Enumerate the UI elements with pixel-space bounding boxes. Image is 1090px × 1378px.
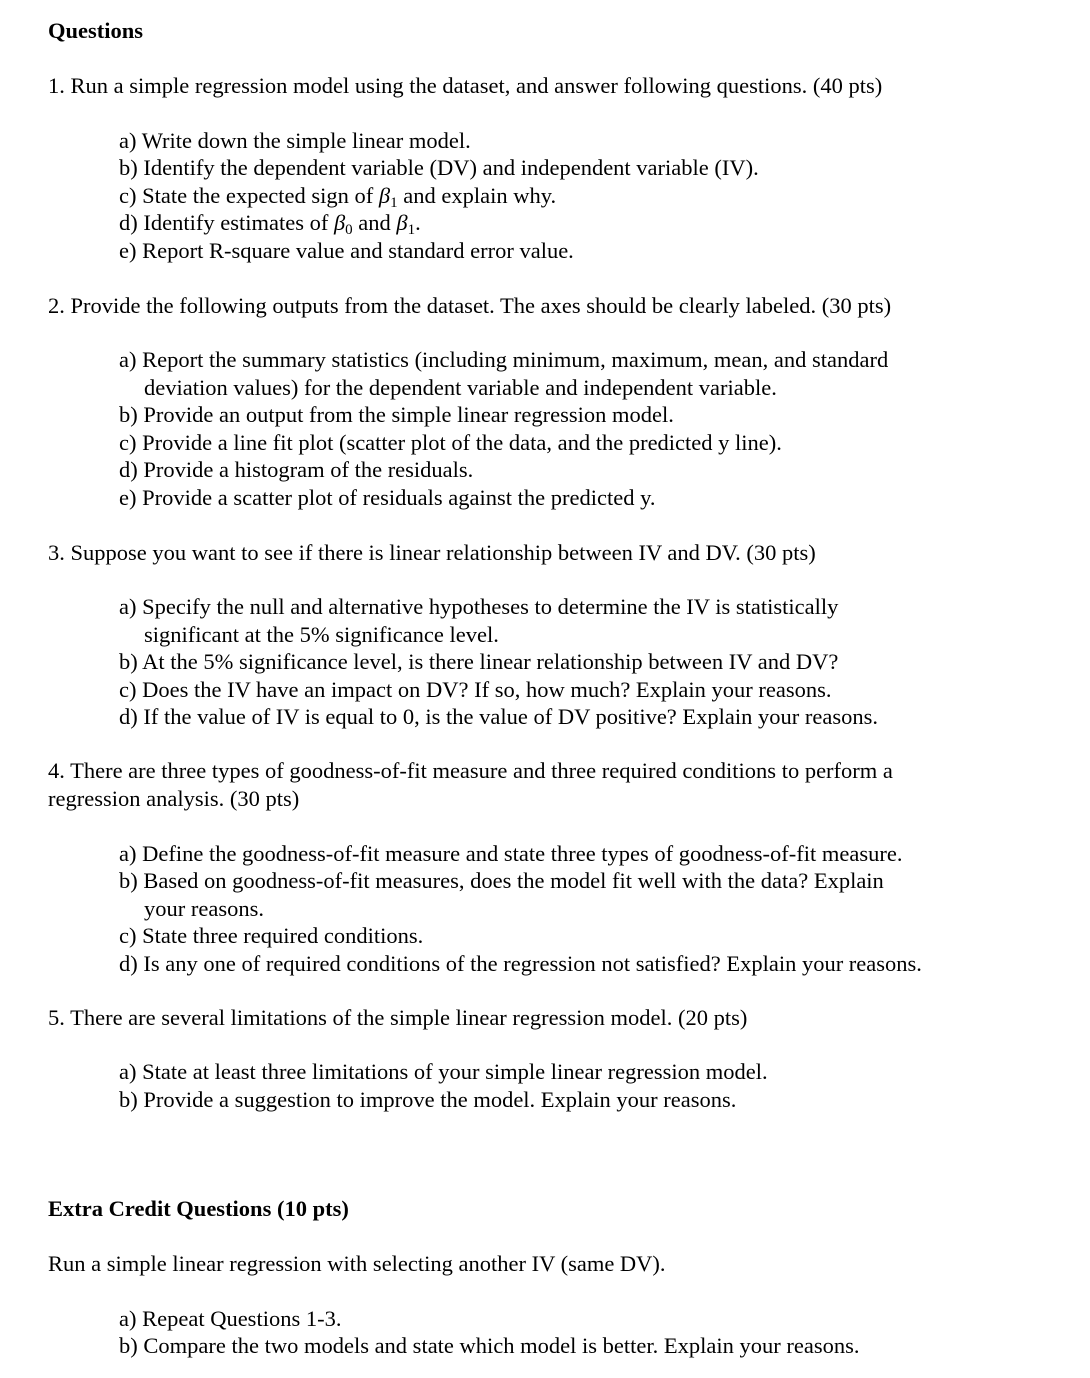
page-heading: Questions <box>48 18 144 43</box>
question-3b: b) At the 5% significance level, is there linear relationship between IV and DV? <box>119 649 839 674</box>
question-4c: c) State three required conditions. <box>119 923 424 948</box>
question-1b: b) Identify the dependent variable (DV) and independent variable (IV). <box>119 155 759 180</box>
question-1c-text-end: and explain why. <box>403 183 557 208</box>
question-2c: c) Provide a line fit plot (scatter plot of the data, and the predicted y line). <box>119 430 782 455</box>
question-2-title: 2. Provide the following outputs from the dataset. The axes should be clearly labeled. (30 pts) <box>48 293 892 318</box>
beta-1-symbol-2: β1 <box>396 210 416 238</box>
question-1-title: 1. Run a simple regression model using the dataset, and answer following questions. (40 pts) <box>48 73 883 98</box>
question-4-title: 4. There are three types of goodness-of-fit measure and three required conditions to perform a <box>48 758 893 783</box>
question-3a: a) Specify the null and alternative hypotheses to determine the IV is statistically <box>119 594 839 619</box>
question-1a: a) Write down the simple linear model. <box>119 128 471 153</box>
question-1d <box>119 209 421 241</box>
question-2d: d) Provide a histogram of the residuals. <box>119 457 474 482</box>
question-4a: a) Define the goodness-of-fit measure and state three types of goodness-of-fit measure. <box>119 841 903 866</box>
extra-credit-a: a) Repeat Questions 1-3. <box>119 1306 342 1331</box>
question-3c: c) Does the IV have an impact on DV? If so, how much? Explain your reasons. <box>119 677 832 702</box>
question-2a: a) Report the summary statistics (including minimum, maximum, mean, and standard <box>119 347 889 372</box>
question-1c-text: c) State the expected sign of <box>119 183 374 208</box>
extra-credit-heading: Extra Credit Questions (10 pts) <box>48 1196 349 1221</box>
question-5a: a) State at least three limitations of your simple linear regression model. <box>119 1059 768 1084</box>
question-4b: b) Based on goodness-of-fit measures, does the model fit well with the data? Explain <box>119 868 884 893</box>
question-3-title: 3. Suppose you want to see if there is linear relationship between IV and DV. (30 pts) <box>48 540 816 565</box>
question-2b: b) Provide an output from the simple linear regression model. <box>119 402 674 427</box>
question-5-title: 5. There are several limitations of the simple linear regression model. (20 pts) <box>48 1005 748 1030</box>
question-1e: e) Report R-square value and standard error value. <box>119 238 574 263</box>
extra-credit-intro: Run a simple linear regression with selecting another IV (same DV). <box>48 1251 666 1276</box>
question-5b: b) Provide a suggestion to improve the model. Explain your reasons. <box>119 1087 737 1112</box>
beta-0-symbol: β0 <box>333 210 353 238</box>
question-4b-cont: your reasons. <box>144 896 264 921</box>
question-1d-period: . <box>415 210 421 235</box>
question-2e: e) Provide a scatter plot of residuals against the predicted y. <box>119 485 656 510</box>
beta-1-symbol: β1 <box>378 183 398 211</box>
extra-credit-b: b) Compare the two models and state which model is better. Explain your reasons. <box>119 1333 860 1358</box>
question-2a-cont: deviation values) for the dependent variable and independent variable. <box>144 375 777 400</box>
question-3d: d) If the value of IV is equal to 0, is the value of DV positive? Explain your reasons. <box>119 704 878 729</box>
question-4d: d) Is any one of required conditions of the regression not satisfied? Explain your reasons. <box>119 951 922 976</box>
question-3a-cont: significant at the 5% significance level. <box>144 622 499 647</box>
question-4-title-cont: regression analysis. (30 pts) <box>48 786 300 811</box>
question-1d-text: d) Identify estimates of <box>119 210 329 235</box>
question-1d-and: and <box>358 210 391 235</box>
